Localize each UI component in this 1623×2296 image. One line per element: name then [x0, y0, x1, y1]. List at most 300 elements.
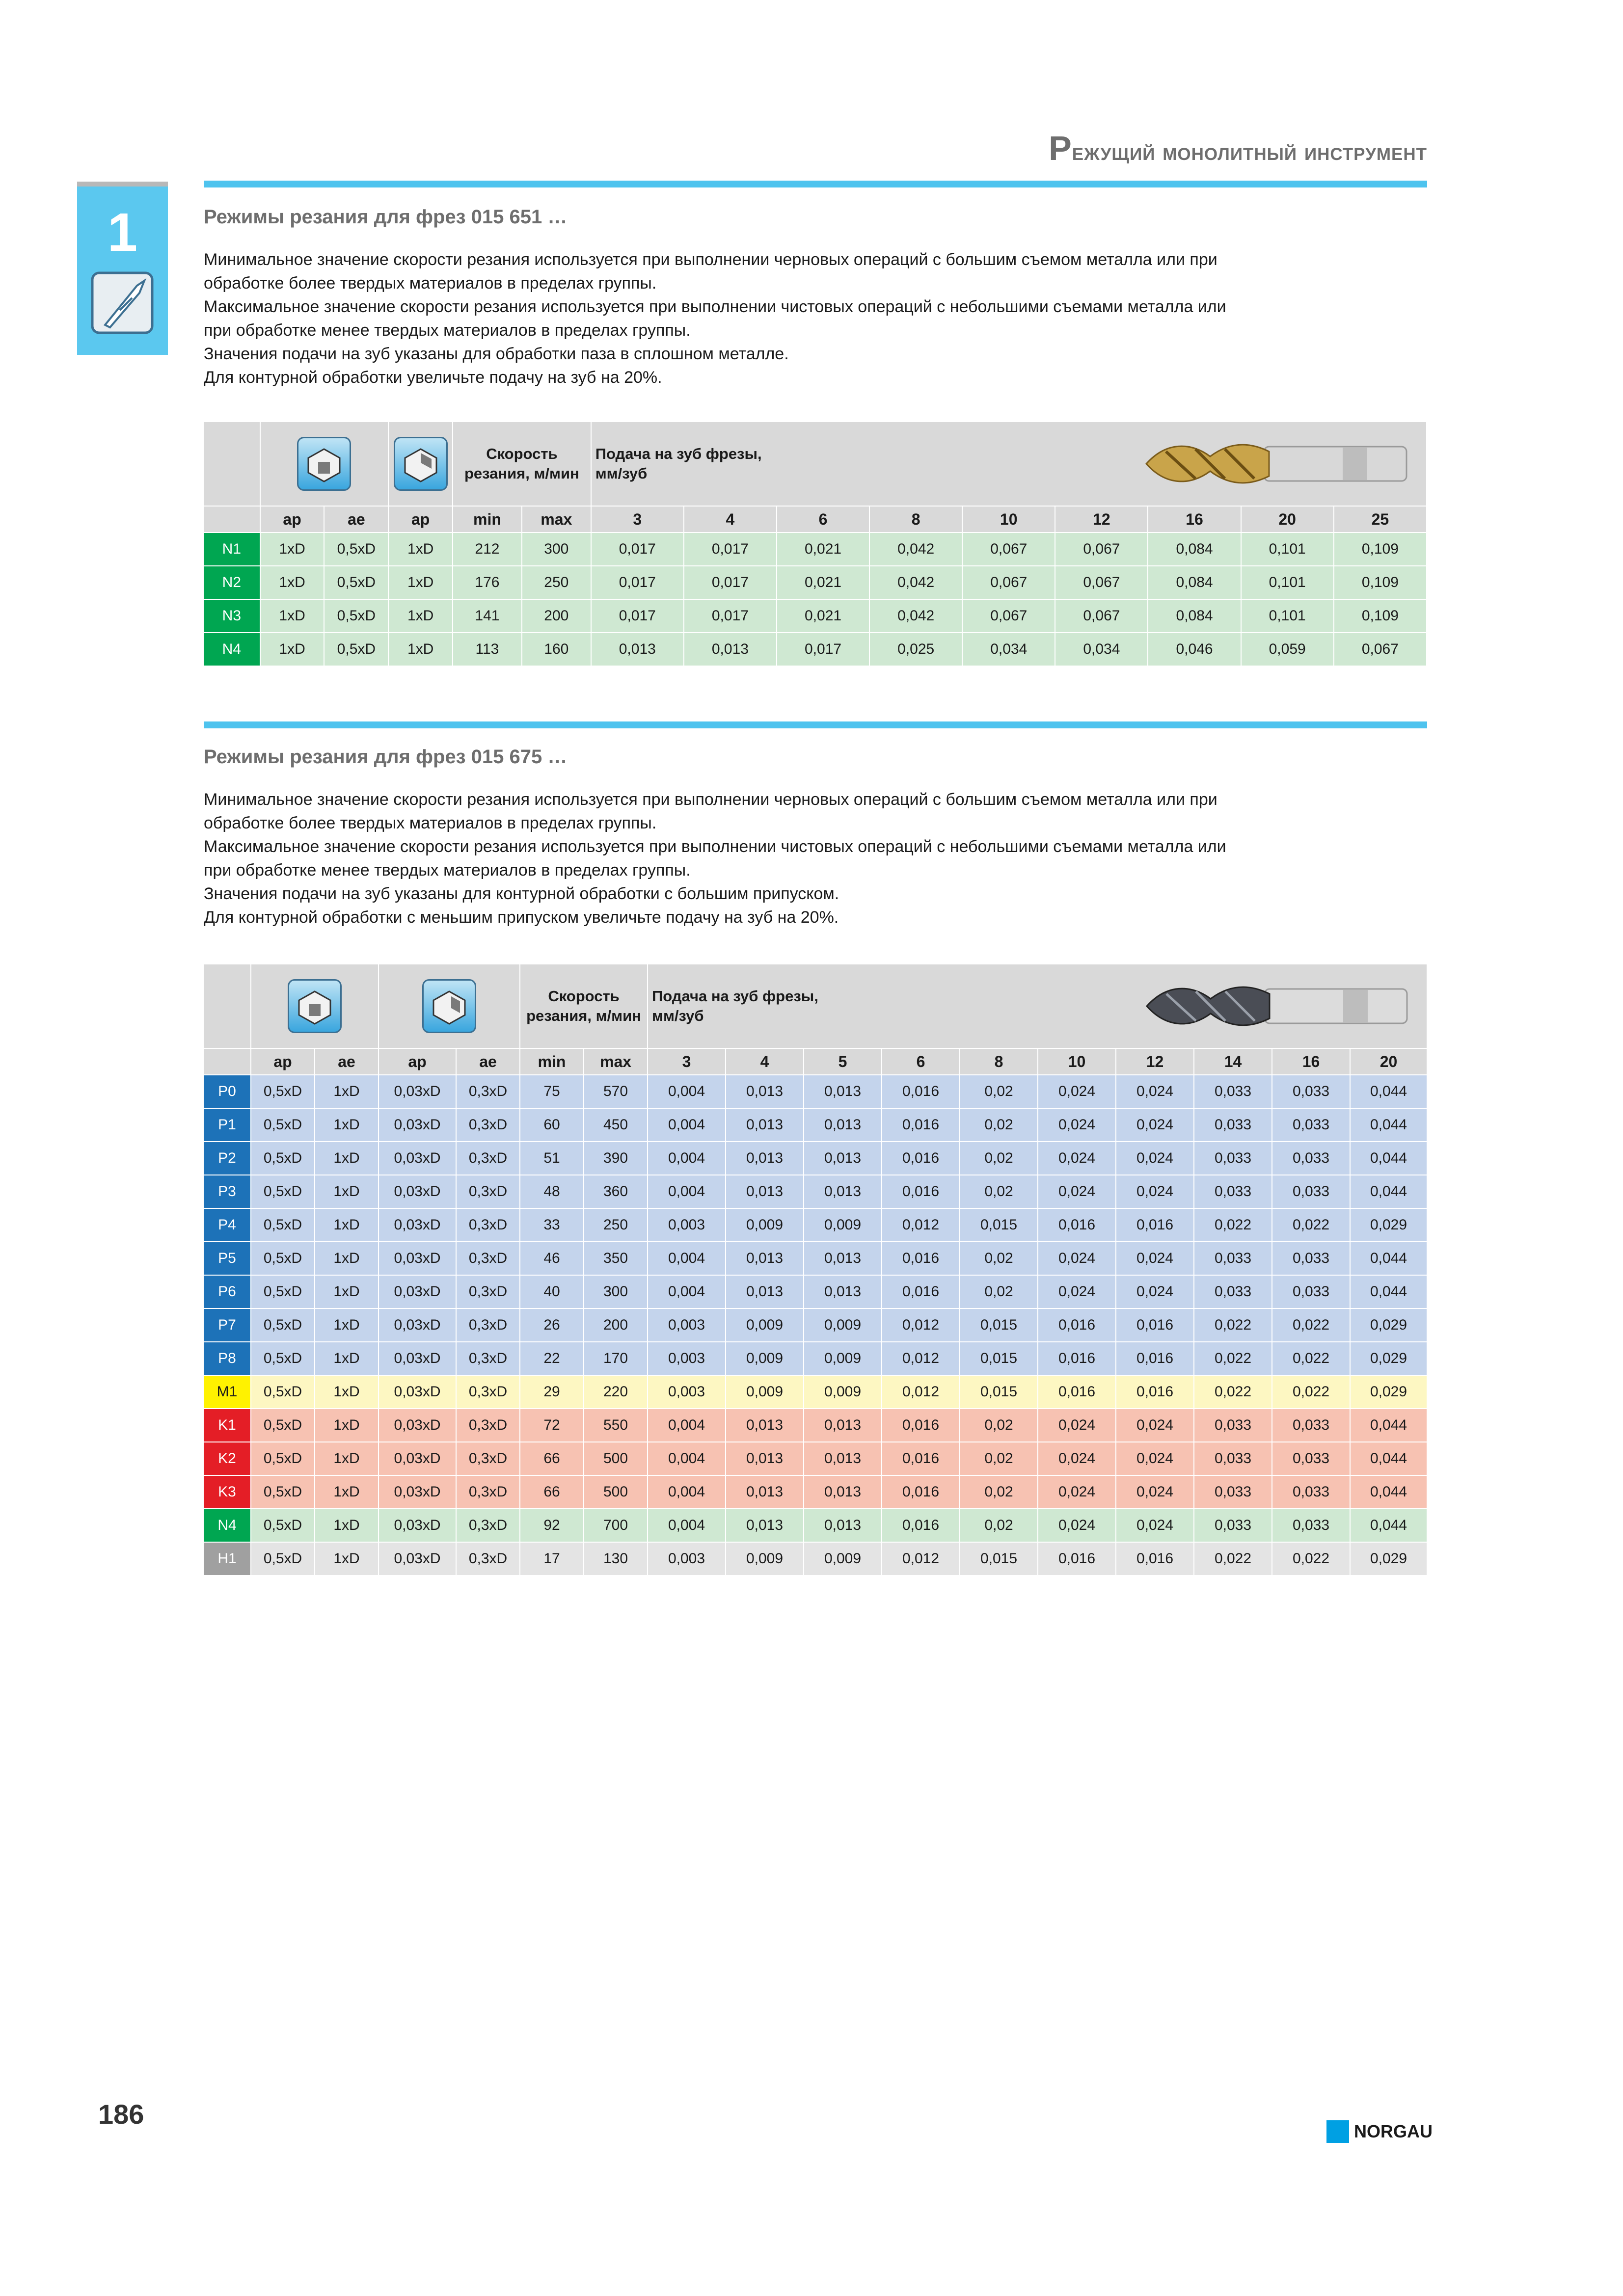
- table-row: [204, 533, 1427, 566]
- table-cell: 0,029: [1350, 1208, 1427, 1242]
- table-cell: 0,004: [648, 1275, 726, 1308]
- table-cell: 0,03xD: [379, 1308, 456, 1342]
- table-cell: 0,042: [869, 566, 962, 599]
- table-cell: 0,017: [591, 533, 684, 566]
- subheader-cell: min: [453, 506, 522, 533]
- table-cell: 0,013: [726, 1409, 804, 1442]
- subheader-cell: ae: [315, 1048, 379, 1075]
- table-cell: 0,067: [962, 533, 1055, 566]
- table-cell: 0,03xD: [379, 1342, 456, 1375]
- material-group-cell: P4: [204, 1208, 251, 1242]
- table-cell: 0,013: [726, 1142, 804, 1175]
- subheader-cell: 8: [960, 1048, 1038, 1075]
- subheader-cell: 20: [1241, 506, 1334, 533]
- table-cell: 0,033: [1194, 1242, 1272, 1275]
- table-cell: 0,017: [684, 599, 777, 633]
- table-cell: 0,016: [882, 1509, 960, 1542]
- material-group-cell: K3: [204, 1475, 251, 1509]
- table-cell: 0,5xD: [251, 1242, 315, 1275]
- table-cell: 0,033: [1272, 1108, 1350, 1142]
- table-row: [204, 1409, 1427, 1442]
- table-cell: 0,5xD: [251, 1075, 315, 1108]
- table-cell: 0,033: [1194, 1175, 1272, 1208]
- table-cell: 0,013: [804, 1275, 882, 1308]
- table-cell: 0,013: [726, 1475, 804, 1509]
- table-cell: 0,101: [1241, 533, 1334, 566]
- table-cell: 0,016: [1116, 1342, 1194, 1375]
- table-cell: 0,013: [804, 1142, 882, 1175]
- brand-logo-icon: [1326, 2120, 1349, 2143]
- table-cell: 0,025: [869, 633, 962, 666]
- table-cell: 0,013: [726, 1442, 804, 1475]
- table-cell: 0,033: [1194, 1142, 1272, 1175]
- table-cell: 0,5xD: [251, 1308, 315, 1342]
- table-cell: 66: [520, 1442, 584, 1475]
- table-cell: 0,024: [1038, 1509, 1116, 1542]
- table-cell: 0,3xD: [456, 1108, 520, 1142]
- table-cell: 1xD: [315, 1509, 379, 1542]
- table-cell: 51: [520, 1142, 584, 1175]
- table-cell: 0,013: [726, 1509, 804, 1542]
- table-cell: 176: [453, 566, 522, 599]
- table-cell: 0,067: [1055, 533, 1148, 566]
- table-cell: 0,021: [777, 599, 869, 633]
- table-cell: 0,03xD: [379, 1142, 456, 1175]
- subheader-cell: min: [520, 1048, 584, 1075]
- table-cell: 1xD: [388, 533, 453, 566]
- table-cell: 0,021: [777, 566, 869, 599]
- section1-description: Минимальное значение скорости резания используется при выполнении черновых операций с большим съемом металла или при обработке более твердых материалов в пределах группы. Максимальное значение скорости резания используется при выполнении чистовых операций с небольшими съемами металла или при обработке менее твердых материалов в пределах группы. Значения подачи на зуб указаны для обработки паза в сплошном металле. Для контурной обработки увеличьте подачу на зуб на 20%.: [204, 250, 1226, 387]
- table-cell: 0,012: [882, 1208, 960, 1242]
- table-cell: 0,033: [1194, 1509, 1272, 1542]
- table-cell: 0,024: [1038, 1108, 1116, 1142]
- table-cell: 66: [520, 1475, 584, 1509]
- slot-milling-icon: [260, 422, 389, 506]
- table-cell: 0,5xD: [251, 1208, 315, 1242]
- table-cell: 0,5xD: [251, 1108, 315, 1142]
- table-cell: 1xD: [315, 1175, 379, 1208]
- table-cell: 0,033: [1272, 1275, 1350, 1308]
- subheader-cell: ae: [324, 506, 388, 533]
- subheader-cell: 3: [591, 506, 684, 533]
- table-cell: 0,015: [960, 1375, 1038, 1409]
- table-subheader-row: [204, 506, 1427, 533]
- table-cell: 0,03xD: [379, 1175, 456, 1208]
- table-cell: 500: [584, 1442, 648, 1475]
- table-cell: 0,003: [648, 1375, 726, 1409]
- table-cell: 350: [584, 1242, 648, 1275]
- table-cell: 0,5xD: [251, 1542, 315, 1575]
- table-row: [204, 1275, 1427, 1308]
- table-cell: 72: [520, 1409, 584, 1442]
- table-cell: 0,044: [1350, 1475, 1427, 1509]
- table-cell: 0,044: [1350, 1409, 1427, 1442]
- table-cell: 0,042: [869, 533, 962, 566]
- table-cell: 17: [520, 1542, 584, 1575]
- table-cell: 0,022: [1272, 1542, 1350, 1575]
- table-cell: 0,02: [960, 1509, 1038, 1542]
- table-cell: 0,033: [1272, 1509, 1350, 1542]
- table-cell: 48: [520, 1175, 584, 1208]
- table-cell: 0,013: [804, 1175, 882, 1208]
- drill-tool-icon: [90, 271, 154, 335]
- table-cell: 1xD: [315, 1475, 379, 1509]
- table-cell: 220: [584, 1375, 648, 1409]
- table-cell: 0,034: [1055, 633, 1148, 666]
- table-cell: 0,084: [1148, 566, 1241, 599]
- table-cell: 1xD: [315, 1375, 379, 1409]
- table-cell: 0,013: [804, 1442, 882, 1475]
- table-row: [204, 1075, 1427, 1108]
- table-cell: 0,3xD: [456, 1509, 520, 1542]
- table-cell: 141: [453, 599, 522, 633]
- table-cell: 0,013: [804, 1108, 882, 1142]
- table-cell: 0,029: [1350, 1308, 1427, 1342]
- table-cell: 0,3xD: [456, 1175, 520, 1208]
- table-cell: 0,003: [648, 1342, 726, 1375]
- table-cell: 0,016: [1116, 1208, 1194, 1242]
- table-row: [204, 1242, 1427, 1275]
- table-cell: 0,5xD: [251, 1442, 315, 1475]
- table-cell: 0,02: [960, 1142, 1038, 1175]
- table-cell: 0,004: [648, 1409, 726, 1442]
- table-015-675-body: [204, 1075, 1427, 1575]
- table-cell: 0,004: [648, 1175, 726, 1208]
- table-cell: 170: [584, 1342, 648, 1375]
- table-cell: 0,024: [1038, 1275, 1116, 1308]
- table-row: [204, 599, 1427, 633]
- table-cell: 0,024: [1116, 1409, 1194, 1442]
- table-cell: 0,012: [882, 1375, 960, 1409]
- table-cell: 0,021: [777, 533, 869, 566]
- table-cell: 0,004: [648, 1142, 726, 1175]
- speed-header: Скорость резания, м/мин: [453, 422, 591, 506]
- table-cell: 0,009: [726, 1208, 804, 1242]
- table-cell: 0,017: [777, 633, 869, 666]
- table-cell: 0,3xD: [456, 1342, 520, 1375]
- table-cell: 0,003: [648, 1308, 726, 1342]
- table-cell: 0,016: [882, 1075, 960, 1108]
- table-cell: 0,033: [1194, 1442, 1272, 1475]
- table-cell: 0,013: [804, 1242, 882, 1275]
- header-blank: [204, 964, 251, 1048]
- table-cell: 0,003: [648, 1208, 726, 1242]
- table-row: [204, 1208, 1427, 1242]
- table-cell: 0,015: [960, 1342, 1038, 1375]
- table-cell: 0,013: [804, 1509, 882, 1542]
- chapter-tab: [77, 182, 168, 355]
- subheader-cell: 25: [1334, 506, 1427, 533]
- table-row: [204, 1142, 1427, 1175]
- material-group-cell: N3: [204, 599, 260, 633]
- table-cell: 0,03xD: [379, 1208, 456, 1242]
- table-cell: 700: [584, 1509, 648, 1542]
- table-cell: 0,022: [1272, 1308, 1350, 1342]
- table-cell: 0,009: [804, 1308, 882, 1342]
- table-cell: 360: [584, 1175, 648, 1208]
- table-cell: 0,016: [1038, 1375, 1116, 1409]
- material-group-cell: K2: [204, 1442, 251, 1475]
- table-cell: 0,024: [1038, 1142, 1116, 1175]
- table-cell: 1xD: [315, 1409, 379, 1442]
- table-subheader-row: [204, 1048, 1427, 1075]
- table-cell: 0,033: [1194, 1409, 1272, 1442]
- table-cell: 0,044: [1350, 1142, 1427, 1175]
- table-cell: 0,033: [1272, 1142, 1350, 1175]
- table-cell: 0,016: [1038, 1342, 1116, 1375]
- table-cell: 0,067: [962, 566, 1055, 599]
- material-group-cell: K1: [204, 1409, 251, 1442]
- table-cell: 0,033: [1194, 1475, 1272, 1509]
- material-group-cell: N2: [204, 566, 260, 599]
- table-cell: 0,029: [1350, 1375, 1427, 1409]
- table-cell: 0,015: [960, 1208, 1038, 1242]
- table-cell: 0,5xD: [251, 1509, 315, 1542]
- table-cell: 0,03xD: [379, 1542, 456, 1575]
- table-cell: 1xD: [315, 1442, 379, 1475]
- table-cell: 0,024: [1038, 1409, 1116, 1442]
- section1-title: Режимы резания для фрез 015 651 …: [204, 206, 568, 228]
- table-cell: 0,024: [1116, 1275, 1194, 1308]
- table-cell: 0,02: [960, 1275, 1038, 1308]
- table-cell: 0,022: [1194, 1542, 1272, 1575]
- table-cell: 0,101: [1241, 566, 1334, 599]
- table-cell: 46: [520, 1242, 584, 1275]
- page-number: 186: [98, 2099, 144, 2130]
- table-cell: 0,5xD: [251, 1475, 315, 1509]
- speed-header: Скорость резания, м/мин: [520, 964, 648, 1048]
- table-cell: 0,012: [882, 1542, 960, 1575]
- table-cell: 0,033: [1272, 1442, 1350, 1475]
- subheader-cell: ap: [251, 1048, 315, 1075]
- feed-header: Подача на зуб фрезы, мм/зуб: [591, 422, 1427, 506]
- table-cell: 26: [520, 1308, 584, 1342]
- table-cell: 0,044: [1350, 1175, 1427, 1208]
- table-cell: 0,3xD: [456, 1275, 520, 1308]
- table-cell: 0,017: [684, 533, 777, 566]
- table-cell: 0,044: [1350, 1442, 1427, 1475]
- table-cell: 0,009: [726, 1308, 804, 1342]
- table-cell: 0,016: [882, 1409, 960, 1442]
- end-mill-image: [1137, 979, 1412, 1033]
- table-row: [204, 566, 1427, 599]
- table-cell: 0,024: [1116, 1242, 1194, 1275]
- feed-header: Подача на зуб фрезы, мм/зуб: [648, 964, 1427, 1048]
- material-group-cell: P6: [204, 1275, 251, 1308]
- subheader-cell: ap: [388, 506, 453, 533]
- table-cell: 1xD: [260, 633, 325, 666]
- table-cell: 0,016: [882, 1442, 960, 1475]
- table-cell: 0,022: [1272, 1375, 1350, 1409]
- table-cell: 1xD: [260, 599, 325, 633]
- subheader-cell: ap: [260, 506, 325, 533]
- table-cell: 0,5xD: [251, 1375, 315, 1409]
- table-cell: 0,033: [1272, 1475, 1350, 1509]
- table-cell: 0,004: [648, 1075, 726, 1108]
- table-cell: 0,084: [1148, 599, 1241, 633]
- table-cell: 0,044: [1350, 1509, 1427, 1542]
- table-cell: 0,009: [804, 1342, 882, 1375]
- table-cell: 0,067: [962, 599, 1055, 633]
- table-cell: 0,004: [648, 1242, 726, 1275]
- subheader-cell: 16: [1272, 1048, 1350, 1075]
- table-cell: 1xD: [315, 1075, 379, 1108]
- table-cell: 0,067: [1055, 566, 1148, 599]
- side-milling-icon: [388, 422, 453, 506]
- table-cell: 0,059: [1241, 633, 1334, 666]
- table-cell: 0,044: [1350, 1075, 1427, 1108]
- table-cell: 0,02: [960, 1075, 1038, 1108]
- subheader-cell: 4: [684, 506, 777, 533]
- table-cell: 0,5xD: [324, 599, 388, 633]
- table-cell: 0,02: [960, 1175, 1038, 1208]
- table-cell: 550: [584, 1409, 648, 1442]
- material-group-cell: P7: [204, 1308, 251, 1342]
- table-cell: 1xD: [260, 533, 325, 566]
- header-blank: [204, 422, 260, 506]
- table-cell: 1xD: [388, 633, 453, 666]
- table-cell: 0,3xD: [456, 1375, 520, 1409]
- table-cell: 0,022: [1272, 1342, 1350, 1375]
- table-cell: 1xD: [315, 1142, 379, 1175]
- table-cell: 0,016: [1038, 1308, 1116, 1342]
- table-row: [204, 1475, 1427, 1509]
- table-cell: 200: [522, 599, 591, 633]
- table-cell: 1xD: [315, 1308, 379, 1342]
- table-cell: 22: [520, 1342, 584, 1375]
- subheader-cell: 16: [1148, 506, 1241, 533]
- table-cell: 0,016: [882, 1142, 960, 1175]
- table-cell: 0,3xD: [456, 1242, 520, 1275]
- table-cell: 160: [522, 633, 591, 666]
- material-group-cell: P1: [204, 1108, 251, 1142]
- table-cell: 0,015: [960, 1308, 1038, 1342]
- table-cell: 0,024: [1038, 1242, 1116, 1275]
- subheader-cell: max: [584, 1048, 648, 1075]
- table-cell: 300: [522, 533, 591, 566]
- table-cell: 0,02: [960, 1409, 1038, 1442]
- table-row: [204, 1509, 1427, 1542]
- table-cell: 0,009: [804, 1375, 882, 1409]
- table-cell: 0,016: [882, 1175, 960, 1208]
- table-cell: 0,012: [882, 1342, 960, 1375]
- chapter-number: 1: [107, 202, 138, 263]
- table-row: [204, 1108, 1427, 1142]
- end-mill-image: [1136, 437, 1411, 491]
- table-cell: 0,024: [1038, 1475, 1116, 1509]
- table-cell: 0,013: [591, 633, 684, 666]
- table-cell: 0,033: [1194, 1075, 1272, 1108]
- subheader-cell: 12: [1116, 1048, 1194, 1075]
- subheader-cell: 14: [1194, 1048, 1272, 1075]
- table-row: [204, 1442, 1427, 1475]
- table-cell: 0,044: [1350, 1242, 1427, 1275]
- table-cell: 92: [520, 1509, 584, 1542]
- table-cell: 0,012: [882, 1308, 960, 1342]
- table-cell: 0,009: [804, 1542, 882, 1575]
- table-cell: 0,004: [648, 1108, 726, 1142]
- table-cell: 0,013: [726, 1108, 804, 1142]
- subheader-cell: 10: [962, 506, 1055, 533]
- table-cell: 0,022: [1194, 1308, 1272, 1342]
- table-cell: 0,009: [726, 1542, 804, 1575]
- table-cell: 0,5xD: [251, 1175, 315, 1208]
- table-row: [204, 1542, 1427, 1575]
- table-cell: 0,017: [591, 599, 684, 633]
- table-cell: 0,016: [1116, 1308, 1194, 1342]
- table-cell: 500: [584, 1475, 648, 1509]
- table-cell: 1xD: [388, 566, 453, 599]
- material-group-cell: M1: [204, 1375, 251, 1409]
- subheader-cell: ap: [379, 1048, 456, 1075]
- table-cell: 0,02: [960, 1108, 1038, 1142]
- table-cell: 0,024: [1038, 1442, 1116, 1475]
- table-cell: 200: [584, 1308, 648, 1342]
- table-cell: 0,016: [1116, 1542, 1194, 1575]
- subheader-cell: 3: [648, 1048, 726, 1075]
- material-group-cell: P2: [204, 1142, 251, 1175]
- table-cell: 0,3xD: [456, 1475, 520, 1509]
- brand-name: NORGAU: [1354, 2121, 1433, 2141]
- table-cell: 390: [584, 1142, 648, 1175]
- table-cell: 0,013: [726, 1242, 804, 1275]
- table-cell: 0,015: [960, 1542, 1038, 1575]
- table-cell: 1xD: [388, 599, 453, 633]
- table-cell: 1xD: [315, 1542, 379, 1575]
- table-cell: 33: [520, 1208, 584, 1242]
- table-cell: 1xD: [260, 566, 325, 599]
- table-cell: 0,3xD: [456, 1542, 520, 1575]
- table-cell: 0,034: [962, 633, 1055, 666]
- table-cell: 60: [520, 1108, 584, 1142]
- table-cell: 0,042: [869, 599, 962, 633]
- table-cell: 0,017: [684, 566, 777, 599]
- table-cell: 0,016: [1038, 1542, 1116, 1575]
- table-cell: 0,024: [1116, 1509, 1194, 1542]
- table-cell: 0,03xD: [379, 1509, 456, 1542]
- table-cell: 0,033: [1272, 1242, 1350, 1275]
- table-cell: 0,3xD: [456, 1142, 520, 1175]
- table-cell: 0,5xD: [251, 1409, 315, 1442]
- table-cell: 0,022: [1272, 1208, 1350, 1242]
- table-cell: 0,004: [648, 1475, 726, 1509]
- table-cell: 212: [453, 533, 522, 566]
- table-cell: 0,024: [1116, 1175, 1194, 1208]
- table-cell: 0,03xD: [379, 1375, 456, 1409]
- material-group-cell: P8: [204, 1342, 251, 1375]
- table-cell: 0,5xD: [324, 533, 388, 566]
- table-cell: 0,004: [648, 1509, 726, 1542]
- table-cell: 0,024: [1116, 1075, 1194, 1108]
- table-cell: 0,033: [1272, 1075, 1350, 1108]
- material-group-cell: P5: [204, 1242, 251, 1275]
- subheader-cell: 5: [804, 1048, 882, 1075]
- table-cell: 0,101: [1241, 599, 1334, 633]
- table-cell: 0,02: [960, 1442, 1038, 1475]
- table-cell: 0,03xD: [379, 1475, 456, 1509]
- material-group-cell: N4: [204, 1509, 251, 1542]
- subheader-cell: 4: [726, 1048, 804, 1075]
- table-cell: 0,02: [960, 1475, 1038, 1509]
- table-cell: 0,3xD: [456, 1075, 520, 1108]
- table-cell: 0,109: [1334, 599, 1427, 633]
- table-cell: 40: [520, 1275, 584, 1308]
- section-divider-rule: [204, 721, 1427, 728]
- subheader-cell: 6: [777, 506, 869, 533]
- subheader-cell: 8: [869, 506, 962, 533]
- table-cell: 0,022: [1194, 1375, 1272, 1409]
- table-header-row: [204, 964, 1427, 1048]
